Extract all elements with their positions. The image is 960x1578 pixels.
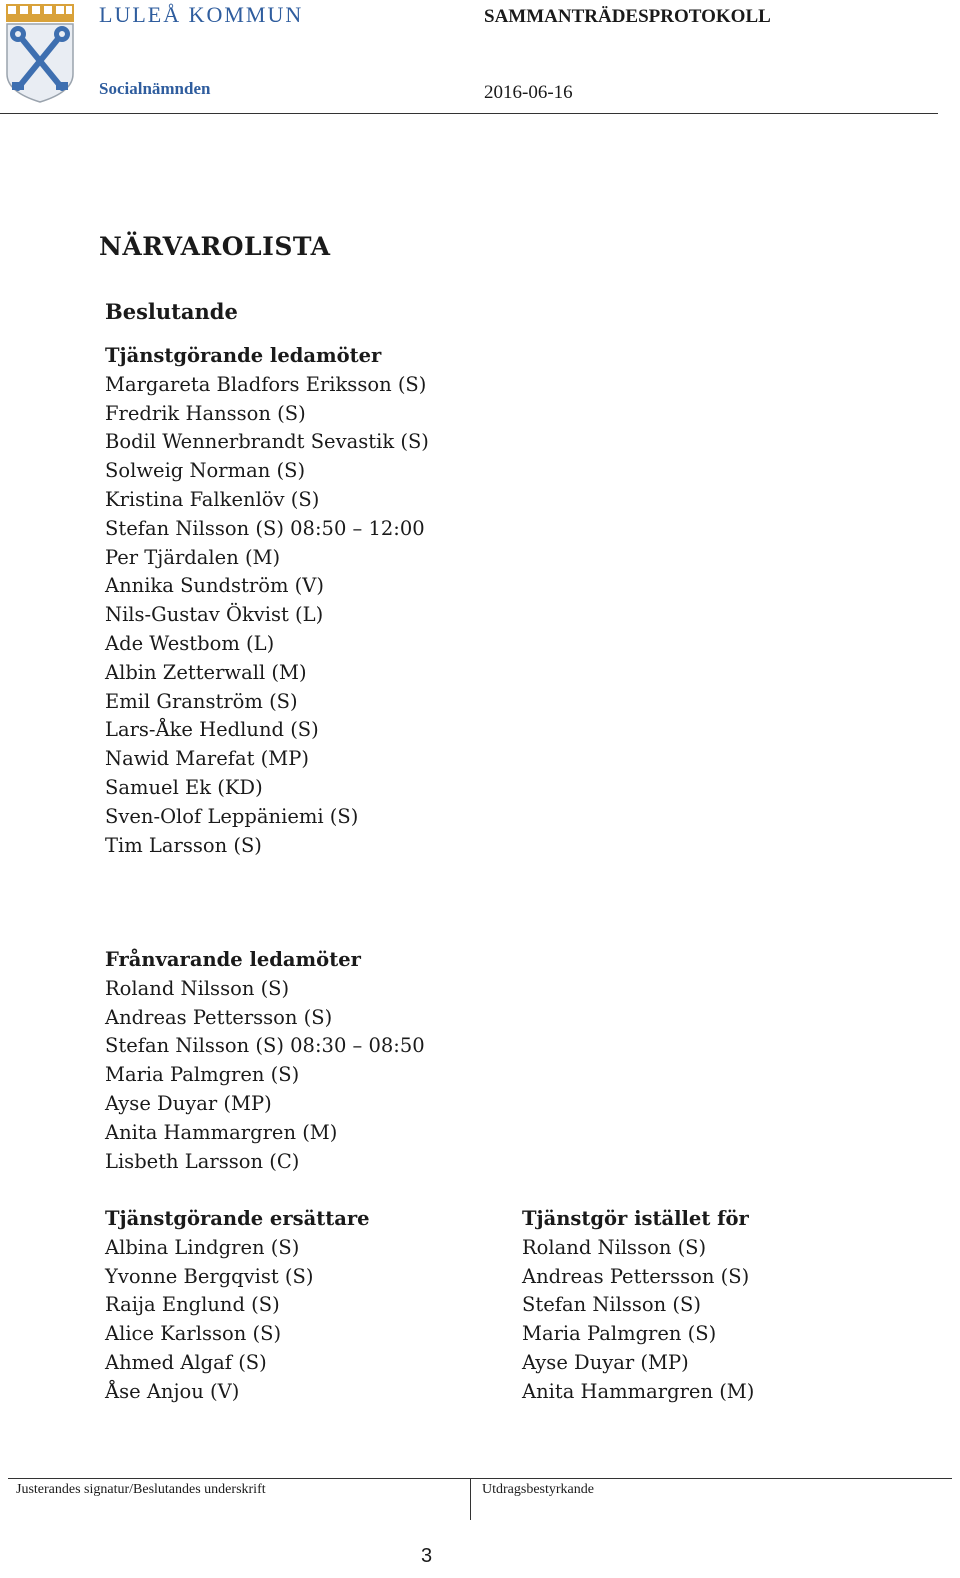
list-item: Ayse Duyar (MP) [522, 1350, 689, 1374]
absent-members-list [105, 946, 425, 1176]
list-item: Andreas Pettersson (S) [105, 1005, 333, 1029]
list-item: Tim Larsson (S) [105, 833, 262, 857]
document-date: 2016-06-16 [484, 82, 573, 103]
list-item: Bodil Wennerbrandt Sevastik (S) [105, 430, 429, 454]
list-item: Roland Nilsson (S) [105, 976, 290, 1000]
absent-members-heading: Frånvarande ledamöter [105, 948, 361, 971]
list-item: Stefan Nilsson (S) 08:50 – 12:00 [105, 516, 425, 540]
list-item: Nils-Gustav Ökvist (L) [105, 603, 324, 627]
footer-divider [8, 1478, 952, 1479]
footer-column-divider [470, 1478, 471, 1520]
replacing-list [522, 1205, 754, 1407]
list-item: Stefan Nilsson (S) [522, 1293, 701, 1317]
list-item: Maria Palmgren (S) [522, 1322, 717, 1346]
section-title: Beslutande [105, 299, 238, 324]
list-item: Per Tjärdalen (M) [105, 545, 281, 569]
replacing-heading: Tjänstgör istället för [522, 1207, 749, 1230]
certification-label: Utdragsbestyrkande [482, 1482, 594, 1497]
org-name: LULEÅ KOMMUN [99, 2, 304, 27]
list-item: Fredrik Hansson (S) [105, 401, 306, 425]
list-item: Ayse Duyar (MP) [105, 1091, 272, 1115]
list-item: Roland Nilsson (S) [522, 1235, 707, 1259]
list-item: Andreas Pettersson (S) [522, 1264, 750, 1288]
list-item: Emil Granström (S) [105, 689, 298, 713]
list-item: Annika Sundström (V) [105, 574, 324, 598]
list-item: Lars-Åke Hedlund (S) [105, 718, 319, 742]
list-item: Maria Palmgren (S) [105, 1063, 300, 1087]
substitutes-heading: Tjänstgörande ersättare [105, 1207, 370, 1230]
list-item: Raija Englund (S) [105, 1293, 280, 1317]
list-item: Yvonne Bergqvist (S) [105, 1264, 314, 1288]
list-item: Åse Anjou (V) [105, 1379, 240, 1403]
signature-label: Justerandes signatur/Beslutandes underskrift [16, 1482, 266, 1497]
list-item: Sven-Olof Leppäniemi (S) [105, 804, 359, 828]
coat-of-arms-icon [4, 2, 76, 104]
substitutes-list [105, 1205, 370, 1407]
list-item: Lisbeth Larsson (C) [105, 1149, 300, 1173]
list-item: Albina Lindgren (S) [105, 1235, 300, 1259]
page-number: 3 [421, 1545, 433, 1567]
header-divider [0, 113, 938, 114]
list-item: Samuel Ek (KD) [105, 775, 263, 799]
list-item: Nawid Marefat (MP) [105, 747, 309, 771]
list-item: Margareta Bladfors Eriksson (S) [105, 372, 427, 396]
serving-members-list [105, 342, 429, 860]
list-item: Alice Karlsson (S) [105, 1322, 282, 1346]
list-item: Solweig Norman (S) [105, 459, 306, 483]
list-item: Anita Hammargren (M) [105, 1120, 338, 1144]
department-name: Socialnämnden [99, 79, 211, 98]
list-item: Albin Zetterwall (M) [105, 660, 307, 684]
list-item: Ahmed Algaf (S) [105, 1350, 267, 1374]
serving-members-heading: Tjänstgörande ledamöter [105, 344, 382, 367]
list-item: Anita Hammargren (M) [522, 1379, 755, 1403]
document-type: SAMMANTRÄDESPROTOKOLL [484, 6, 771, 27]
list-item: Stefan Nilsson (S) 08:30 – 08:50 [105, 1034, 425, 1058]
page-title: NÄRVAROLISTA [99, 232, 331, 261]
list-item: Ade Westbom (L) [105, 631, 275, 655]
list-item: Kristina Falkenlöv (S) [105, 487, 320, 511]
